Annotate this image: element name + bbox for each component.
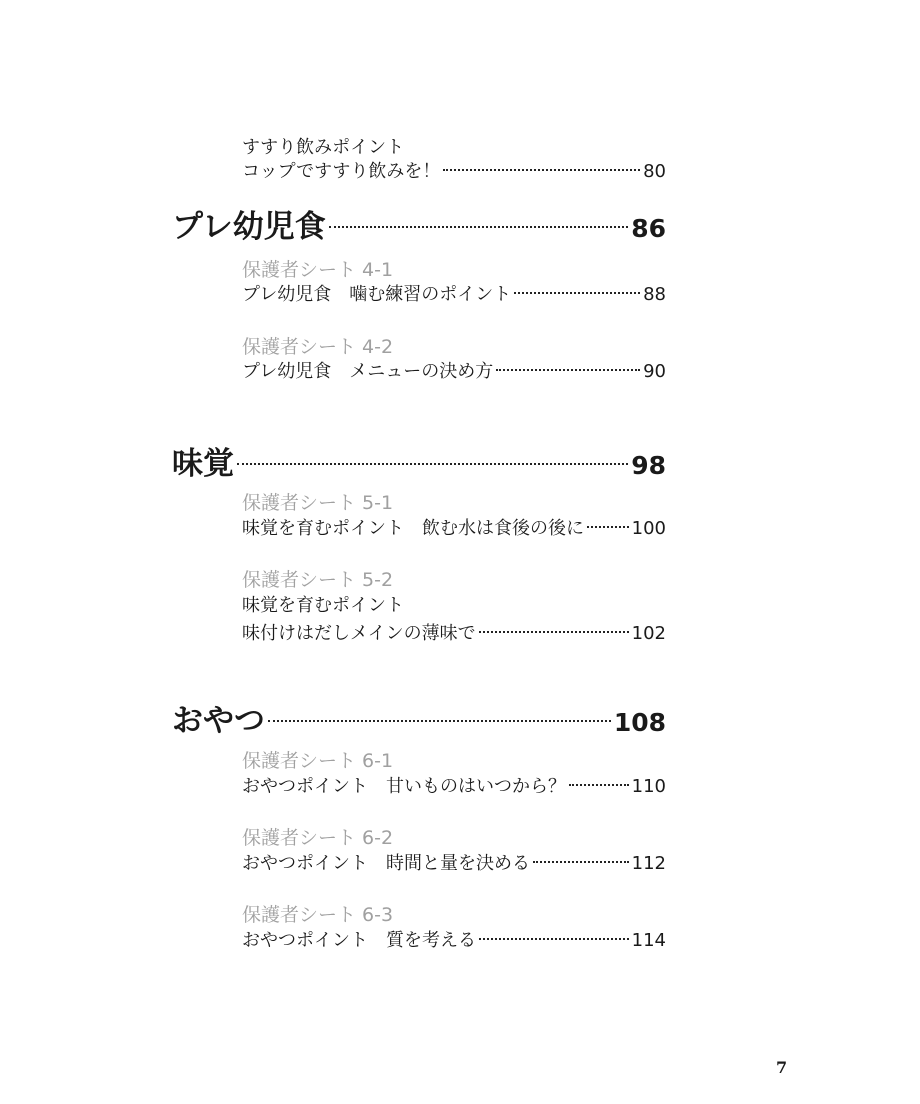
page-number: 7: [776, 1058, 788, 1077]
section-page-number: 98: [631, 451, 666, 480]
toc-entry-label: すすり飲みポイント: [242, 137, 405, 158]
sheet-label: 保護者シート 5-1: [242, 492, 394, 514]
sheet-label: 保護者シート 4-1: [242, 259, 394, 281]
dot-leader: [479, 631, 629, 633]
dot-leader: [569, 784, 629, 786]
toc-entry-title: コップですすり飲みを！: [242, 161, 441, 182]
dot-leader: [479, 938, 629, 940]
toc-entry-title: 味付けはだしメインの薄味で: [242, 623, 476, 644]
sheet-label: 保護者シート 5-2: [242, 569, 394, 591]
toc-page-number: 102: [631, 623, 666, 644]
toc-page-number: 80: [643, 161, 666, 182]
section-title: プレ幼児食: [172, 209, 326, 245]
toc-page-number: 112: [631, 853, 666, 874]
toc-section-heading: [172, 444, 666, 486]
dot-leader: [514, 292, 640, 294]
toc-page-number: 100: [631, 518, 666, 539]
toc-entry: [242, 775, 666, 799]
dot-leader: [496, 369, 640, 371]
dot-leader: [268, 720, 611, 722]
section-title: 味覚: [172, 446, 234, 482]
toc-page-number: 110: [631, 776, 666, 797]
toc-entry: [242, 283, 666, 307]
sheet-label: 保護者シート 6-3: [242, 904, 394, 926]
toc-page-number: 114: [631, 930, 666, 951]
sheet-label: 保護者シート 4-2: [242, 336, 394, 358]
toc-page-number: 90: [643, 361, 666, 382]
toc-entry-title: 味覚を育むポイント 飲む水は食後の後に: [242, 518, 584, 539]
dot-leader: [443, 169, 640, 171]
dot-leader: [587, 526, 629, 528]
dot-leader: [329, 226, 628, 228]
section-page-number: 108: [613, 708, 666, 737]
toc-entry: [242, 517, 666, 541]
dot-leader: [237, 463, 628, 465]
toc-entry-title: おやつポイント 時間と量を決める: [242, 853, 530, 874]
sheet-label: 保護者シート 6-2: [242, 827, 394, 849]
toc-entry-label: 味覚を育むポイント: [242, 595, 404, 616]
dot-leader: [533, 861, 629, 863]
toc-entry: [242, 929, 666, 953]
toc-section-heading: [172, 207, 666, 249]
sheet-label: 保護者シート 6-1: [242, 750, 394, 772]
section-page-number: 86: [631, 214, 666, 243]
section-title: おやつ: [172, 703, 265, 739]
toc-entry: [242, 622, 666, 646]
toc-entry-title: プレ幼児食 メニューの決め方: [242, 361, 494, 382]
toc-entry-title: おやつポイント 質を考える: [242, 930, 476, 951]
toc-section-heading: [172, 701, 666, 743]
toc-entry: [242, 160, 666, 184]
toc-page-number: 88: [643, 284, 666, 305]
toc-entry: [242, 852, 666, 876]
toc-entry-title: プレ幼児食 噛む練習のポイント: [242, 284, 512, 305]
toc-entry-title: おやつポイント 甘いものはいつから？: [242, 776, 566, 797]
toc-entry: [242, 360, 666, 384]
